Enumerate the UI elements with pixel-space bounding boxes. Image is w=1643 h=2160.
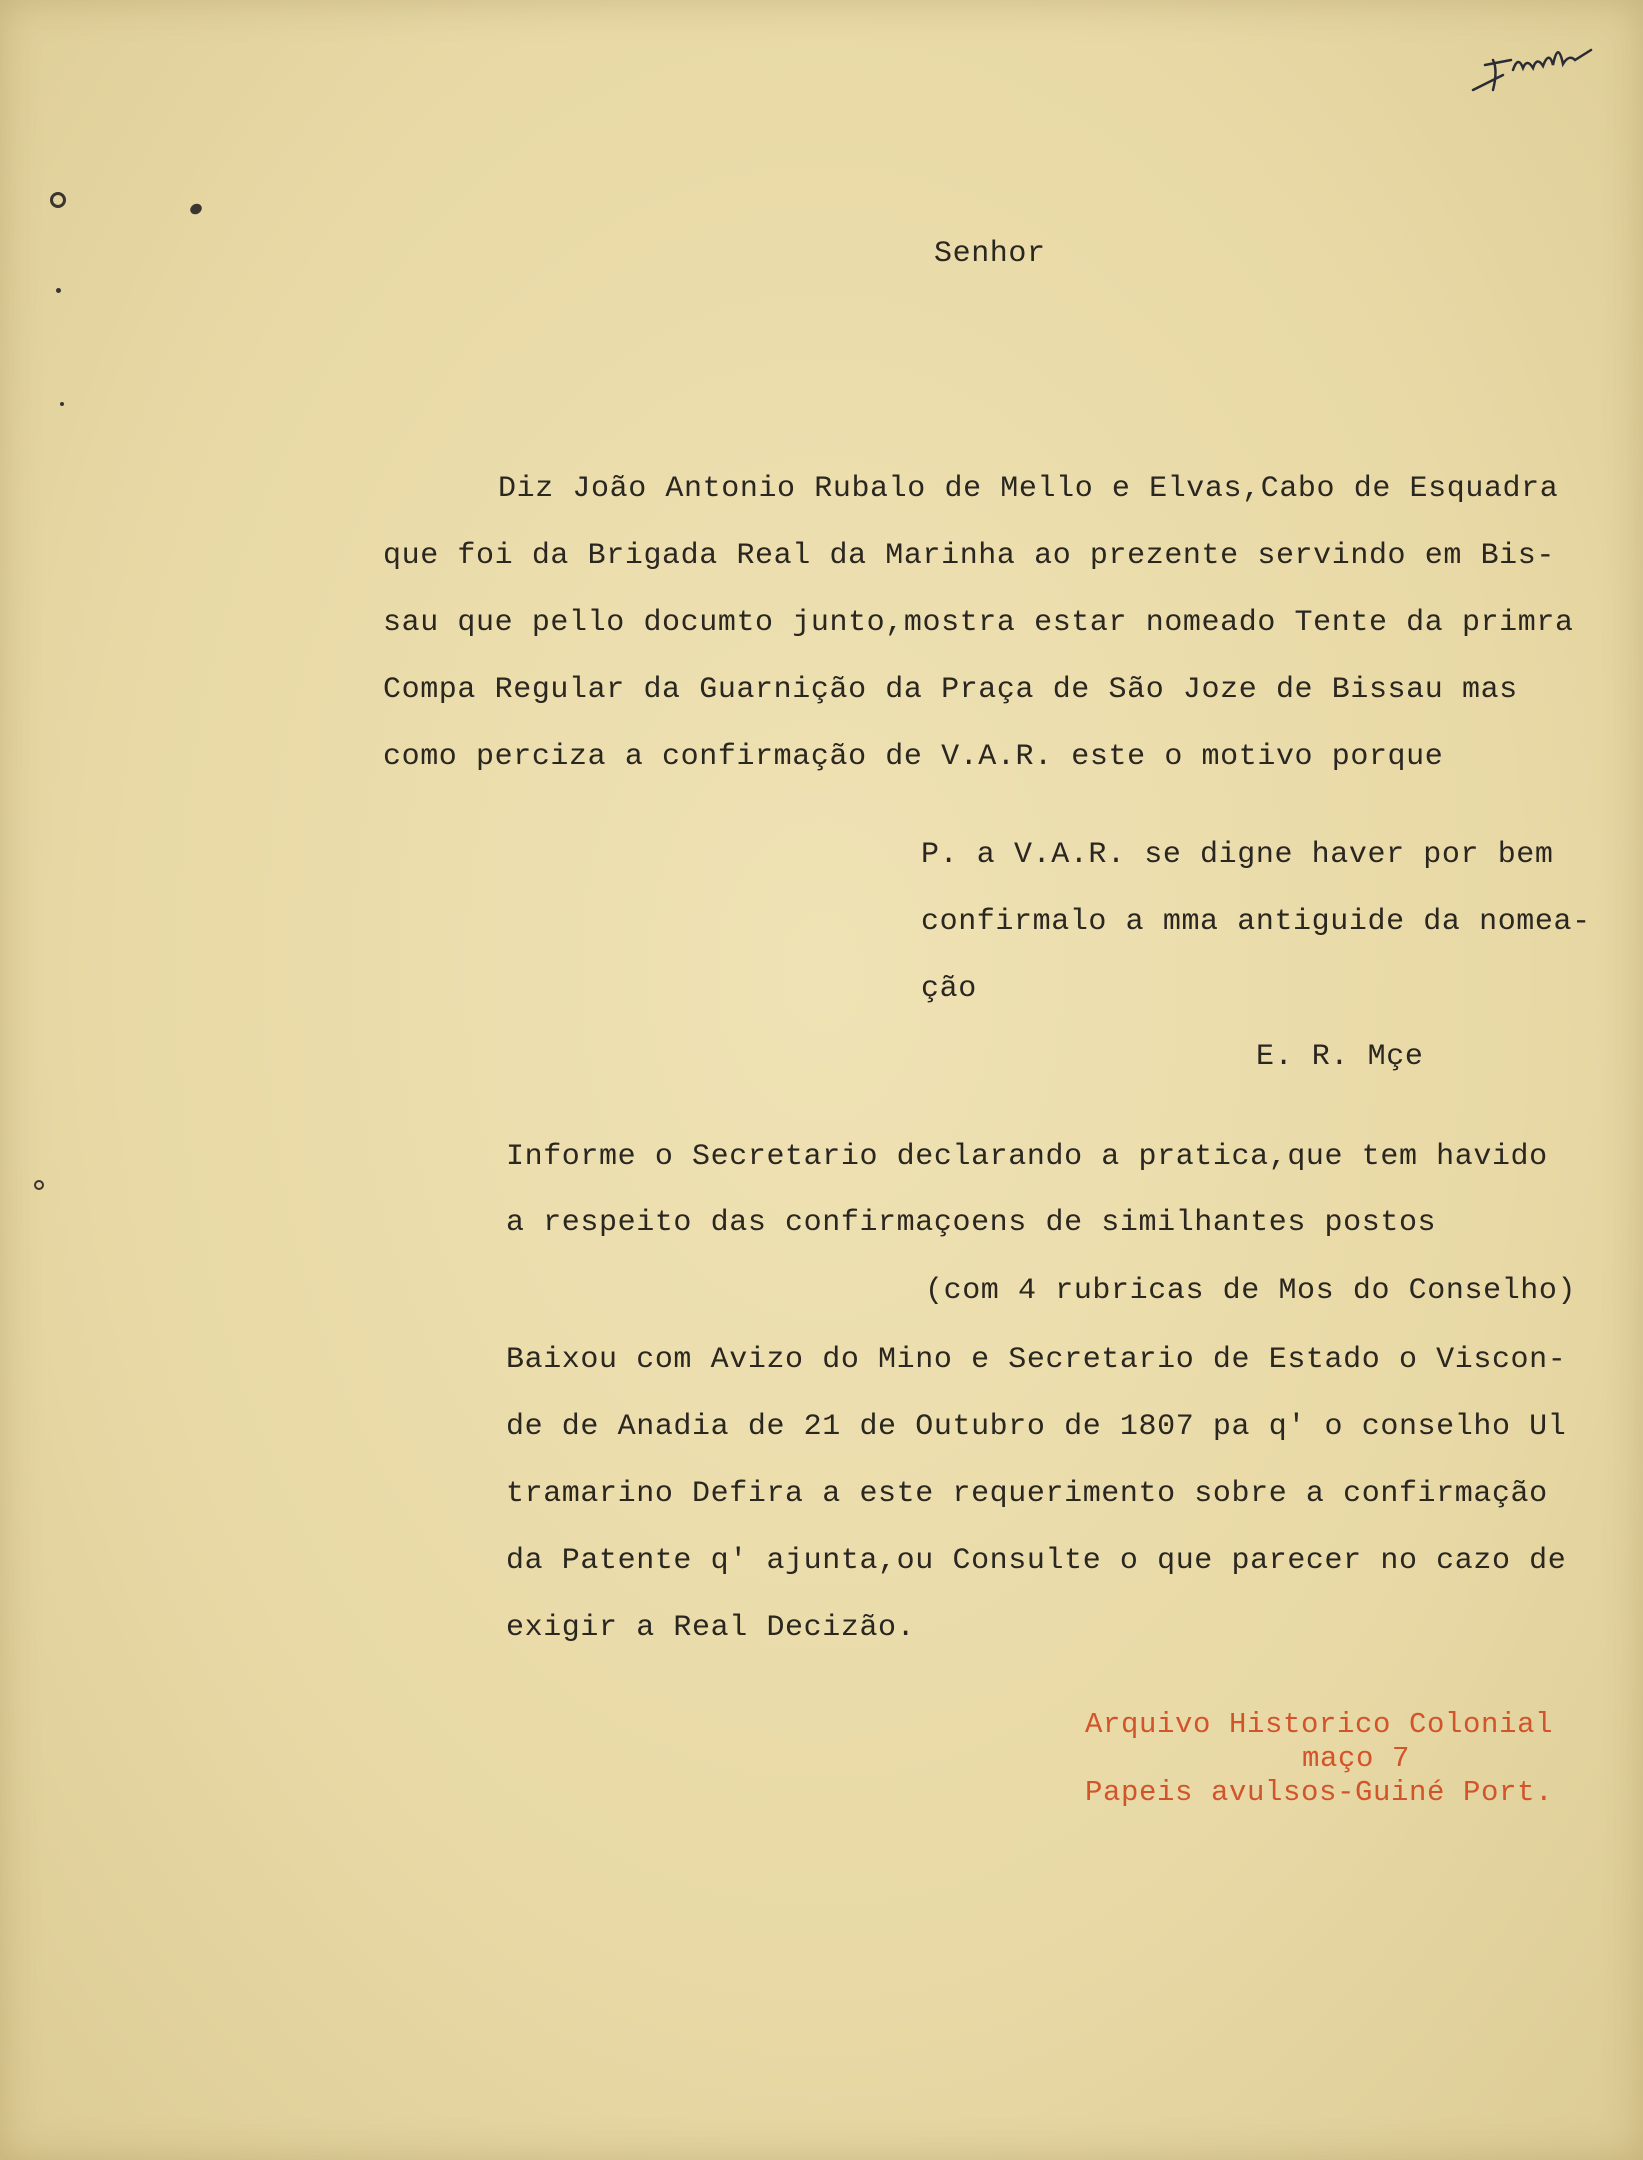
- margin-speck: [60, 402, 64, 406]
- aviso-line: exigir a Real Decizão.: [506, 1611, 916, 1645]
- closing-formula: E. R. Mçe: [1256, 1040, 1424, 1074]
- archive-stamp-line2: maço 7: [1302, 1742, 1411, 1775]
- petition-line: Compa Regular da Guarnição da Praça de São Joze de Bissau mas: [383, 673, 1518, 707]
- aviso-line: tramarino Defira a este requerimento sobre a confirmação: [506, 1477, 1548, 1511]
- rubricas-note: (com 4 rubricas de Mos do Conselho): [925, 1274, 1577, 1308]
- aviso-line: Baixou com Avizo do Mino e Secretario de Estado o Viscon-: [506, 1343, 1567, 1377]
- petition-line: que foi da Brigada Real da Marinha ao prezente servindo em Bis-: [383, 539, 1555, 573]
- petition-line: como perciza a confirmação de V.A.R. este o motivo porque: [383, 740, 1444, 774]
- archive-stamp-line3: Papeis avulsos-Guiné Port.: [1085, 1776, 1554, 1809]
- despacho-line: Informe o Secretario declarando a pratica,que tem havido: [506, 1140, 1548, 1174]
- salutation: Senhor: [934, 237, 1046, 271]
- archive-stamp-line1: Arquivo Historico Colonial: [1085, 1708, 1554, 1741]
- request-line: confirmalo a mma antiguide da nomea-: [921, 905, 1591, 939]
- request-line: P. a V.A.R. se digne haver por bem: [921, 838, 1554, 872]
- aviso-line: de de Anadia de 21 de Outubro de 1807 pa q' o conselho Ul: [506, 1410, 1567, 1444]
- handwritten-signature: [1463, 20, 1603, 100]
- petition-line: sau que pello documto junto,mostra estar nomeado Tente da primra: [383, 606, 1574, 640]
- punch-hole: [34, 1180, 44, 1190]
- despacho-line: a respeito das confirmaçoens de similhantes postos: [506, 1206, 1437, 1240]
- aviso-line: da Patente q' ajunta,ou Consulte o que parecer no cazo de: [506, 1544, 1567, 1578]
- petition-line: Diz João Antonio Rubalo de Mello e Elvas,Cabo de Esquadra: [498, 472, 1559, 506]
- margin-speck: [56, 288, 61, 293]
- punch-hole: [50, 192, 66, 208]
- ink-blot: [188, 202, 203, 217]
- request-line: ção: [921, 972, 977, 1006]
